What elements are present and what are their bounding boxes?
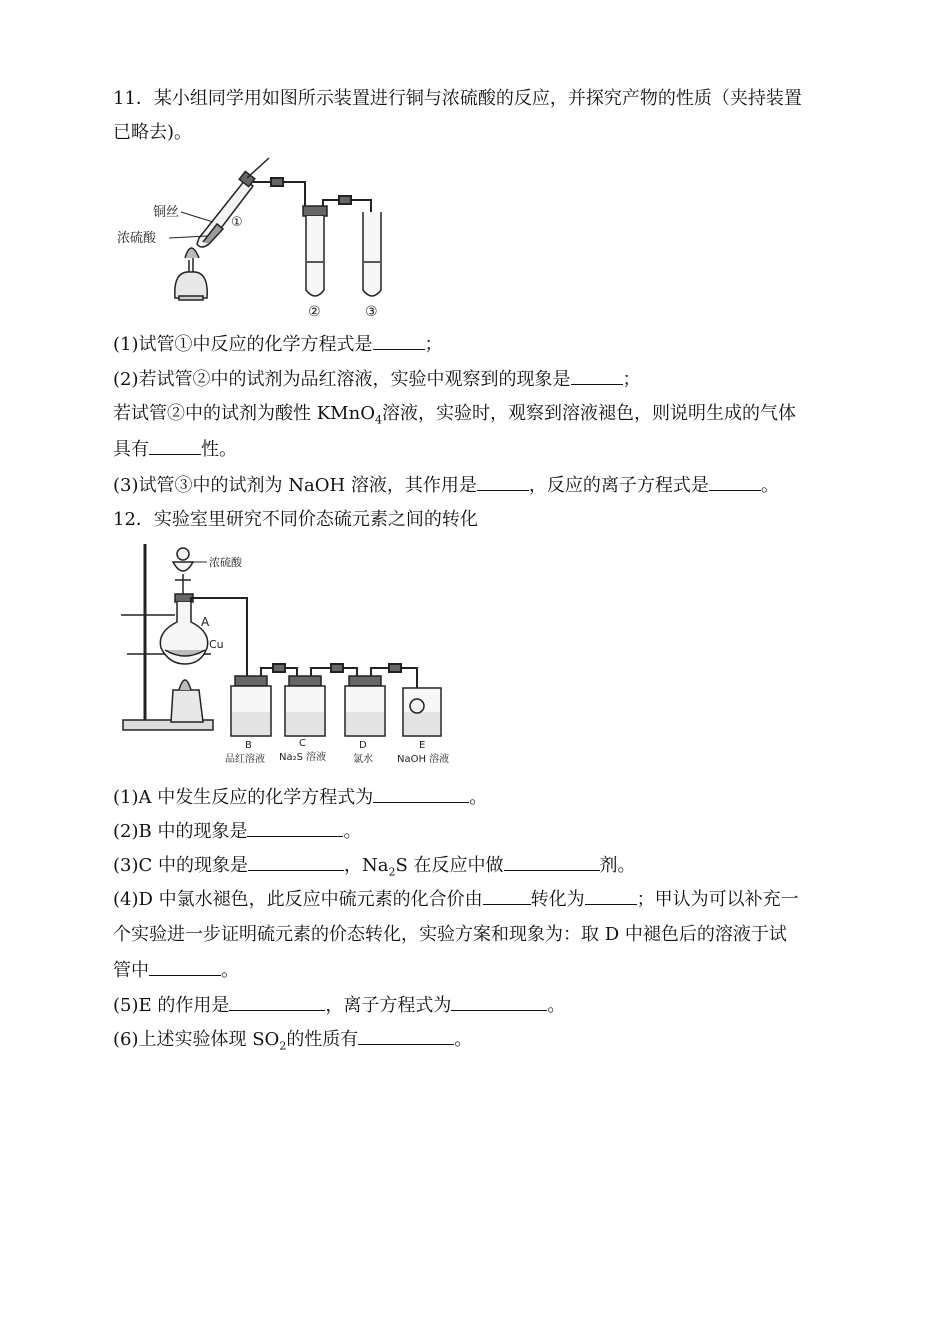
q12-label-D-sol: 氯水 xyxy=(353,754,373,765)
alcohol-lamp xyxy=(175,248,207,300)
q12-label-cu: Cu xyxy=(209,638,224,651)
q11-label-wire: 铜丝 xyxy=(153,205,180,220)
q11-apparatus-figure xyxy=(113,150,413,320)
q12-part3: (3)C 中的现象是 ，$Na_2S$ 在反应中做 剂。 xyxy=(113,852,636,886)
q12-label-D: D xyxy=(359,740,367,751)
separatory-funnel xyxy=(173,548,193,596)
q12-label-B-sol: 品红溶液 xyxy=(225,754,265,765)
q11-part3: (3)试管③中的试剂为 NaOH 溶液，其作用是 ，反应的离子方程式是 。 xyxy=(113,472,779,499)
q11-tube1-label: ① xyxy=(231,215,243,230)
q12-part4-cont: 个实验进一步证明硫元素的价态转化，实验方案和现象为：取 D 中褪色后的溶液于试 xyxy=(113,924,787,945)
q12-part4: (4)D 中氯水褪色，此反应中硫元素的化合价由 转化为 ；甲认为可以补充一 xyxy=(113,886,799,913)
q11-stem-line2: 已略去)。 xyxy=(113,122,193,143)
bottle-B xyxy=(231,676,271,736)
q12-part6: (6)上述实验体现 $SO_2$的性质有 。 xyxy=(113,1026,472,1060)
q12-stem: 12．实验室里研究不同价态硫元素之间的转化 xyxy=(113,509,478,530)
q11-part2-cont: 若试管②中的试剂为酸性 KMnO$_4$溶液，实验时，观察到溶液褪色，则说明生成的气体 xyxy=(113,403,796,427)
q12-label-E: E xyxy=(419,740,426,751)
q12-label-A: A xyxy=(201,615,210,629)
test-tube-3 xyxy=(363,212,381,296)
test-tube-2 xyxy=(303,206,327,296)
q12-label-acid: 浓硫酸 xyxy=(209,556,242,569)
q11-stem-line1: 11．某小组同学用如图所示装置进行铜与浓硫酸的反应，并探究产物的性质（夹持装置 xyxy=(113,88,802,109)
q12-part5: (5)E 的作用是 ，离子方程式为 。 xyxy=(113,992,565,1019)
q12-part2: (2)B 中的现象是 。 xyxy=(113,818,361,845)
q11-part2: (2)若试管②中的试剂为品红溶液，实验中观察到的现象是 ； xyxy=(113,366,641,393)
beaker-E xyxy=(403,688,441,736)
bottle-D xyxy=(345,676,385,736)
q12-part4-cont2: 管中 。 xyxy=(113,957,239,984)
test-tube-1 xyxy=(197,158,269,247)
bottle-C xyxy=(285,676,325,736)
q12-part1: (1)A 中发生反应的化学方程式为 。 xyxy=(113,784,487,811)
q11-part2-cont2: 具有 性。 xyxy=(113,436,237,463)
q11-tube2-label: ② xyxy=(308,304,321,320)
q11-tube3-label: ③ xyxy=(365,304,378,320)
q12-apparatus-figure xyxy=(113,540,463,772)
q12-label-B: B xyxy=(245,740,252,751)
flask-A xyxy=(160,594,207,664)
q11-part1: (1)试管①中反应的化学方程式是 ； xyxy=(113,331,443,358)
q12-label-C: C xyxy=(299,738,306,749)
burner xyxy=(171,680,203,722)
q12-label-C-sol: Na₂S 溶液 xyxy=(279,752,327,763)
q12-label-E-sol: NaOH 溶液 xyxy=(397,754,450,765)
q11-label-acid: 浓硫酸 xyxy=(117,231,157,246)
